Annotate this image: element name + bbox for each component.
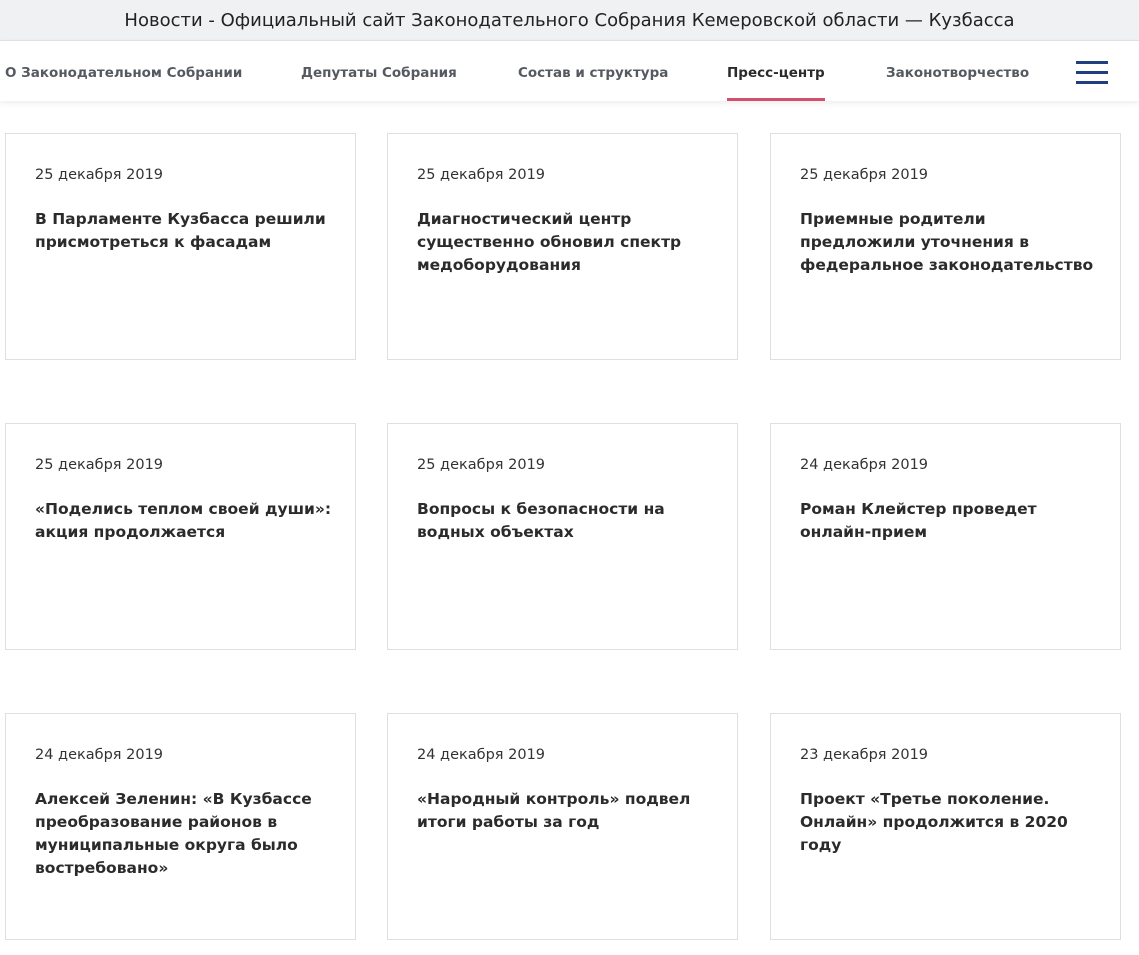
active-tab-underline: [727, 98, 825, 101]
news-title[interactable]: В Парламенте Кузбасса решили присмотреться к фасадам: [35, 210, 326, 251]
main-nav: [0, 41, 1139, 101]
nav-item-structure[interactable]: Состав и структура: [518, 65, 669, 81]
nav-item-press-center-label: Пресс-центр: [727, 65, 825, 81]
news-title[interactable]: Проект «Третье поколение. Онлайн» продолжится в 2020 году: [800, 790, 1068, 854]
news-title[interactable]: Диагностический центр существенно обновил спектр медоборудования: [417, 210, 682, 274]
news-card[interactable]: [770, 423, 1121, 650]
nav-item-lawmaking[interactable]: Законотворчество: [886, 65, 1030, 81]
news-date: 25 декабря 2019: [417, 457, 546, 473]
news-date: 24 декабря 2019: [800, 457, 929, 473]
news-card[interactable]: [5, 713, 356, 940]
news-title[interactable]: Алексей Зеленин: «В Кузбассе преобразование районов в муниципальные округа было востребовано»: [35, 790, 312, 877]
news-card[interactable]: [387, 423, 738, 650]
news-date: 25 декабря 2019: [35, 457, 164, 473]
nav-item-about[interactable]: О Законодательном Собрании: [5, 65, 243, 81]
news-title[interactable]: Роман Клейстер проведет онлайн-прием: [800, 500, 1037, 541]
hamburger-menu-icon[interactable]: [1076, 61, 1108, 85]
news-date: 25 декабря 2019: [35, 167, 164, 183]
news-date: 25 декабря 2019: [800, 167, 929, 183]
news-card[interactable]: [770, 133, 1121, 360]
window-title: Новости - Официальный сайт Законодательного Собрания Кемеровской области — Кузбасса: [0, 0, 1139, 41]
nav-item-deputies[interactable]: Депутаты Собрания: [301, 65, 457, 81]
news-date: 24 декабря 2019: [35, 747, 164, 763]
news-card[interactable]: [770, 713, 1121, 940]
news-date: 24 декабря 2019: [417, 747, 546, 763]
news-title[interactable]: Приемные родители предложили уточнения в федеральное законодательство: [800, 210, 1094, 274]
news-card[interactable]: [387, 713, 738, 940]
news-title[interactable]: Вопросы к безопасности на водных объектах: [417, 500, 665, 541]
news-date: 25 декабря 2019: [417, 167, 546, 183]
news-card[interactable]: [5, 133, 356, 360]
nav-item-press-center[interactable]: [727, 41, 825, 101]
news-title[interactable]: «Народный контроль» подвел итоги работы за год: [417, 790, 691, 831]
news-title[interactable]: «Поделись теплом своей души»: акция продолжается: [35, 500, 332, 541]
news-card[interactable]: [5, 423, 356, 650]
news-date: 23 декабря 2019: [800, 747, 929, 763]
news-card[interactable]: [387, 133, 738, 360]
